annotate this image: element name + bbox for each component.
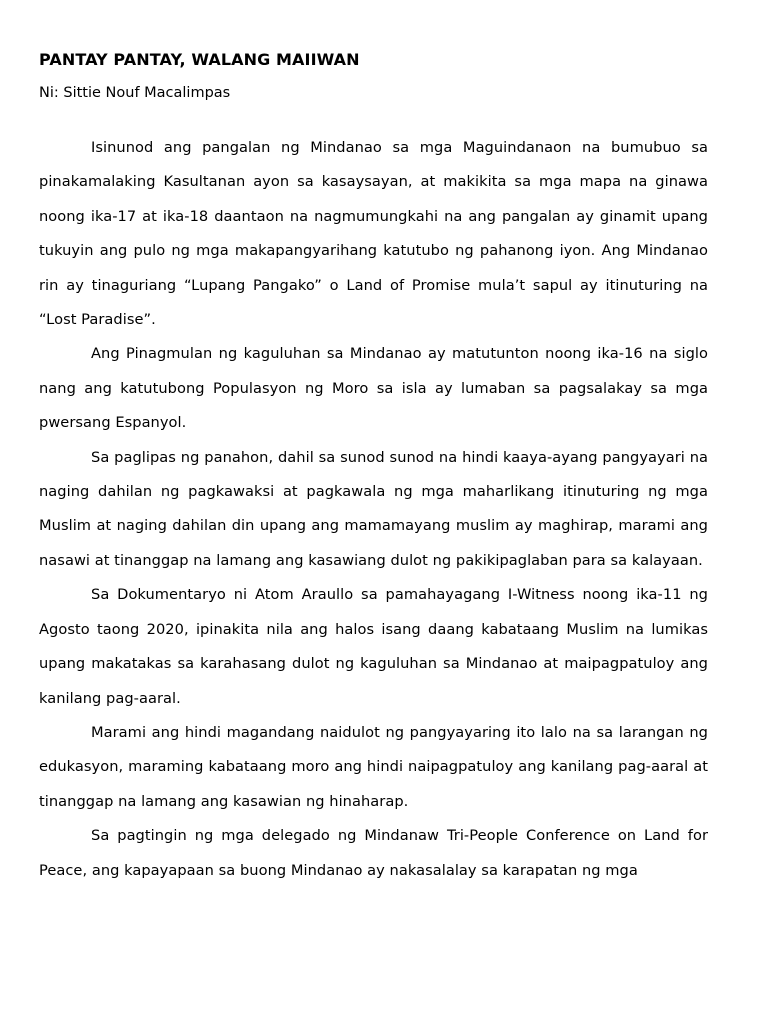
paragraph-4: Sa Dokumentaryo ni Atom Araullo sa pamahayagang I-Witness noong ika-11 ng Agosto taong 2020, ipinakita nila ang halos isang daang kabataang Muslim na lumikas upang makatakas sa karahasang dulot ng kaguluhan sa Mindanao at maipagpatuloy ang kanilang pag-aaral. bbox=[39, 586, 708, 707]
paragraph-2: Ang Pinagmulan ng kaguluhan sa Mindanao ay matutunton noong ika-16 na siglo nang ang katutubong Populasyon ng Moro sa isla ay lumaban sa pagsalakay sa mga pwersang Espanyol. bbox=[39, 345, 708, 432]
document-title: PANTAY PANTAY, WALANG MAIIWAN bbox=[39, 50, 360, 69]
paragraph-1: Isinunod ang pangalan ng Mindanao sa mga Maguindanaon na bumubuo sa pinakamalaking Kasultanan ayon sa kasaysayan, at makikita sa mga mapa na ginawa noong ika-17 at ika-18 daantaon na nagmumungkahi na ang pangalan ay ginamit upang tukuyin ang pulo ng mga makapangyarihang katutubo ng pahanong iyon. Ang Mindanao rin ay tinaguriang “Lupang Pangako” o Land of Promise mula’t sapul ay itinuturing na “Lost Paradise”. bbox=[39, 139, 708, 329]
document-page bbox=[39, 48, 708, 888]
document-body bbox=[39, 131, 708, 888]
author-byline: Ni: Sittie Nouf Macalimpas bbox=[39, 85, 231, 101]
paragraph-5: Marami ang hindi magandang naidulot ng pangyayaring ito lalo na sa larangan ng edukasyon, maraming kabataang moro ang hindi naipagpatuloy ang kanilang pag-aaral at tinanggap na lamang ang kasawian ng hinaharap. bbox=[39, 723, 708, 810]
paragraph-6: Sa pagtingin ng mga delegado ng Mindanaw Tri-People Conference on Land for Peace, ang kapayapaan sa buong Mindanao ay nakasalalay sa karapatan ng mga bbox=[39, 827, 708, 879]
paragraph-3: Sa paglipas ng panahon, dahil sa sunod sunod na hindi kaaya-ayang pangyayari na naging dahilan ng pagkawaksi at pagkawala ng mga maharlikang itinuturing ng mga Muslim at naging dahilan din upang ang mamamayang muslim ay maghirap, marami ang nasawi at tinanggap na lamang ang kasawiang dulot ng pakikipaglaban para sa kalayaan. bbox=[39, 448, 708, 569]
